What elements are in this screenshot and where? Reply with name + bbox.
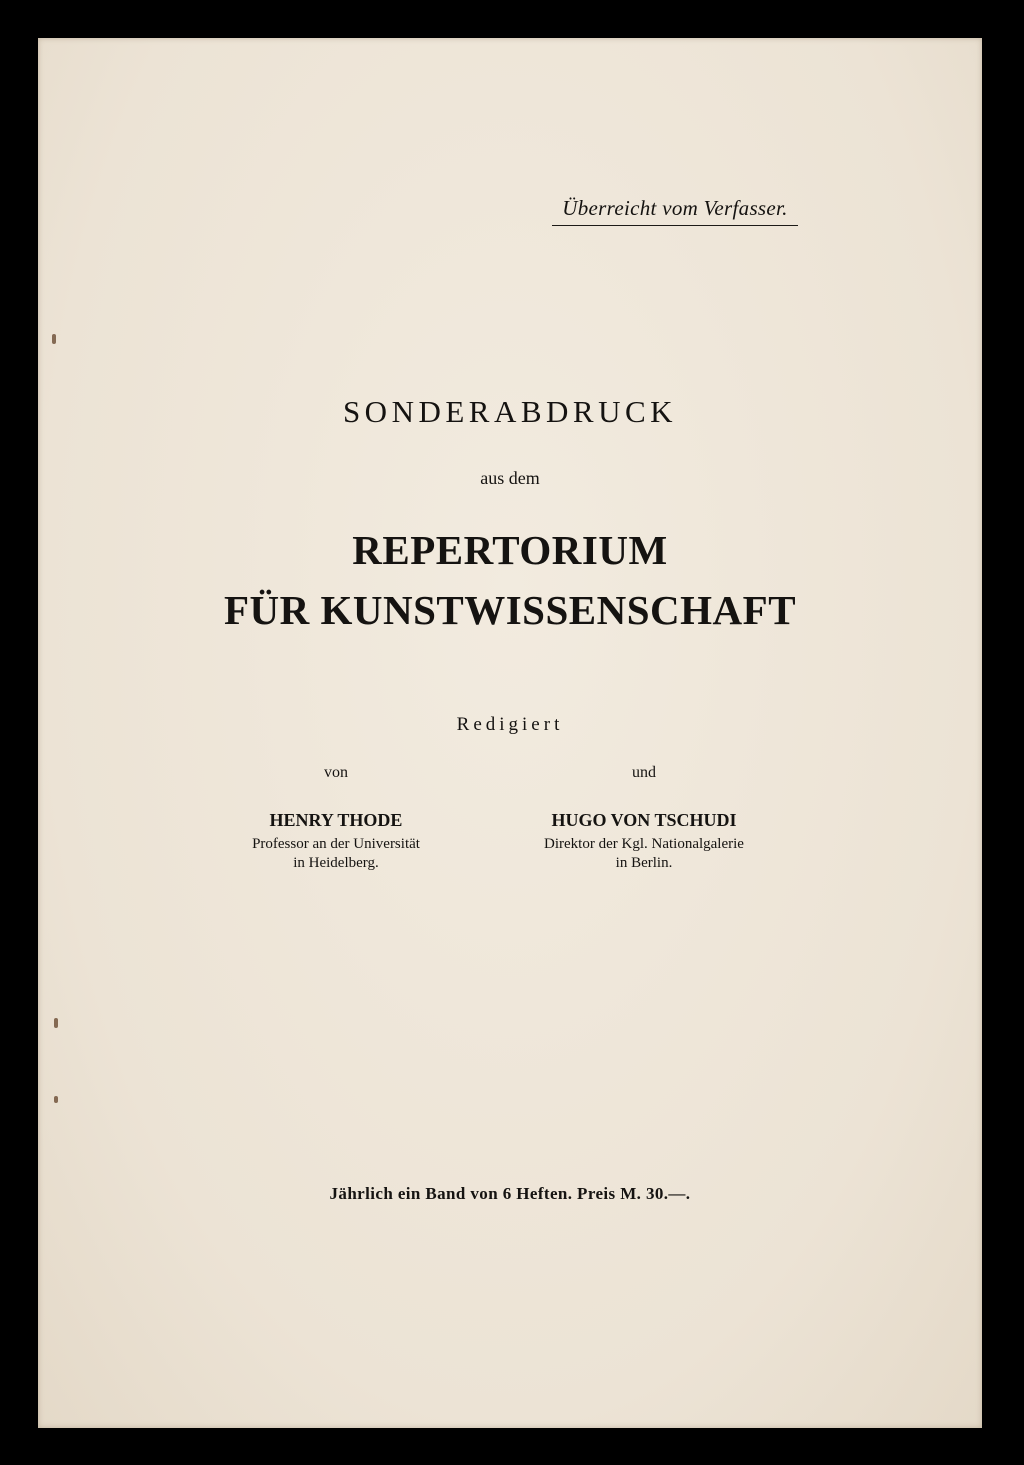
editor-left-connector: von bbox=[324, 764, 348, 781]
document-page bbox=[38, 38, 982, 1428]
editor-right-name: HUGO VON TSCHUDI bbox=[551, 810, 737, 830]
journal-title-line2: FÜR KUNSTWISSENSCHAFT bbox=[223, 587, 797, 633]
editor-left-role-line1: Professor an der Universität bbox=[252, 836, 420, 852]
redigiert-label: Redigiert bbox=[456, 714, 564, 735]
subscription-footer: Jährlich ein Band von 6 Heften. Preis M. 30.—. bbox=[329, 1184, 691, 1203]
aus-dem-text: aus dem bbox=[480, 468, 540, 488]
staple-hole-mark bbox=[52, 334, 56, 344]
editor-left-role-line2: in Heidelberg. bbox=[293, 855, 379, 871]
journal-title-line1: REPERTORIUM bbox=[352, 527, 668, 573]
editor-left-name: HENRY THODE bbox=[269, 810, 403, 830]
sonderabdruck-heading: SONDERABDRUCK bbox=[342, 394, 678, 429]
editor-right-role-line1: Direktor der Kgl. Nationalgalerie bbox=[544, 836, 744, 852]
editor-right-role-line2: in Berlin. bbox=[615, 855, 673, 871]
editor-right-connector: und bbox=[632, 764, 656, 781]
editor-left bbox=[186, 764, 486, 873]
presentation-stamp: Überreicht vom Verfasser. bbox=[552, 196, 798, 226]
staple-hole-mark bbox=[54, 1096, 58, 1103]
editor-right bbox=[494, 764, 794, 873]
staple-hole-mark bbox=[54, 1018, 58, 1028]
